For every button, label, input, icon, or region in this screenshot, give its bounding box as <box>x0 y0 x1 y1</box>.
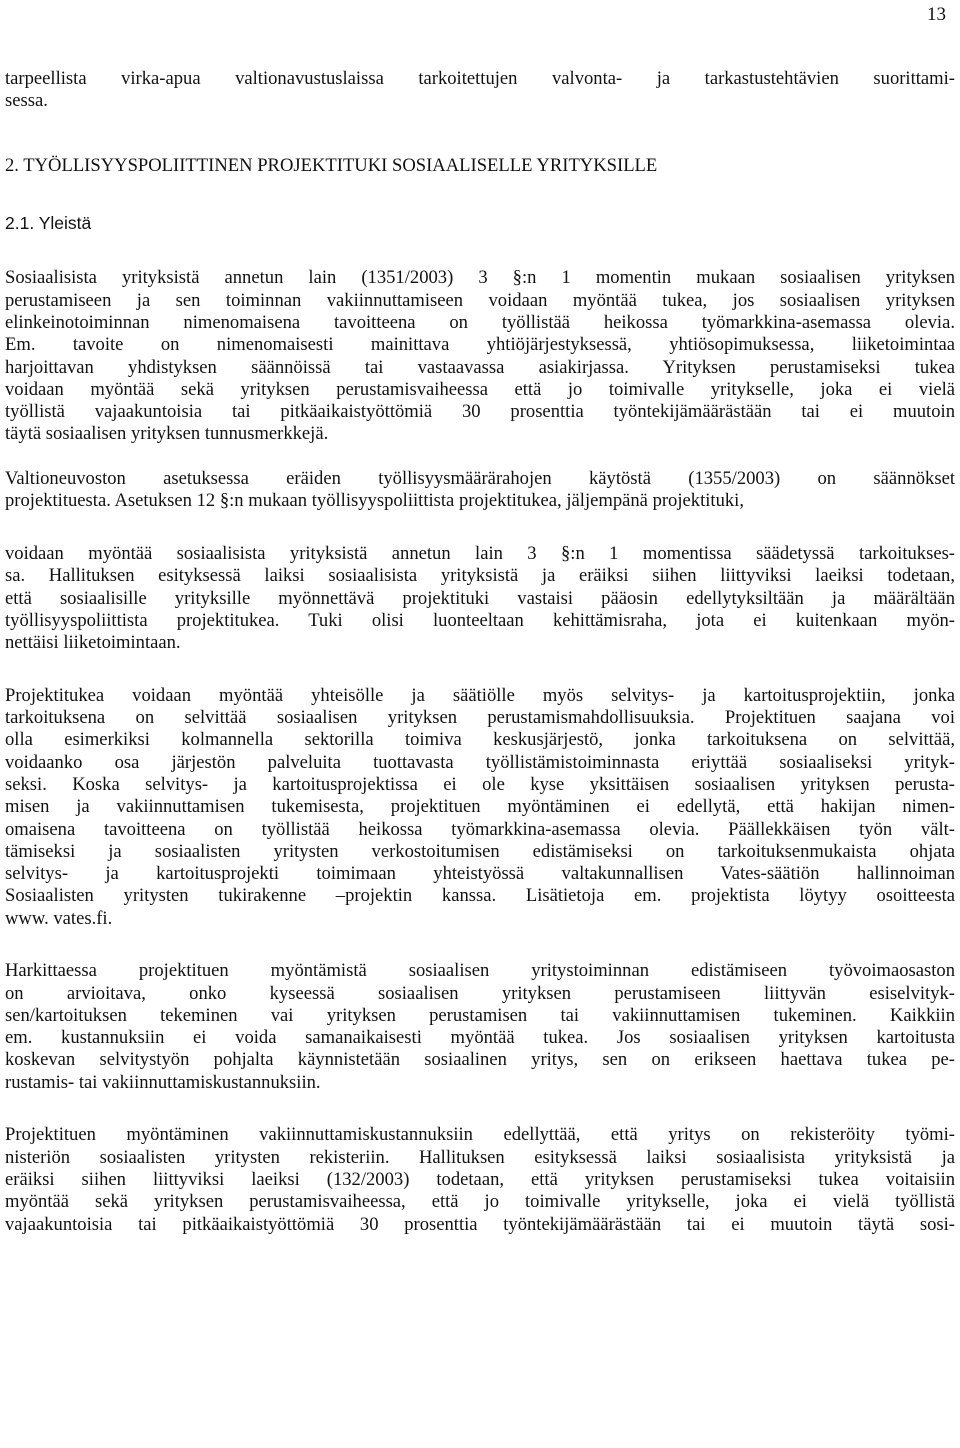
text-line: voidaanko osa järjestön palveluita tuottavasta työllistämistoiminnasta eriyttää sosiaaliseksi yrityk- <box>5 751 955 773</box>
text-line: misen ja vakiinnuttamisen tukemisesta, projektituen myöntäminen ei edellytä, että hakijan nimen- <box>5 796 955 818</box>
text-line: että sosiaalisille yrityksille myönnettävä projektituki vastaisi pääosin edellytyksiltään ja määrältään <box>5 587 955 609</box>
text-line: myöntää sekä yrityksen perustamisvaiheessa, että jo toimivalle yritykselle, joka ei vielä työllistä <box>5 1191 955 1213</box>
intro-paragraph <box>5 68 955 113</box>
spacer <box>5 1116 955 1124</box>
spacer <box>5 1094 955 1116</box>
text-line: Sosiaalisista yrityksistä annetun lain (1351/2003) 3 §:n 1 momentin mukaan sosiaalisen yrityksen <box>5 267 955 289</box>
spacer <box>5 234 955 256</box>
text-line: työllisyyspoliittista projektitukea. Tuki olisi luonteeltaan kehittämisraha, jota ei kuitenkaan myön- <box>5 609 955 631</box>
text-line: sen/kartoituksen tekeminen vai yrityksen perustamisen tai vakiinnuttamisen tukeminen. Kaikkiin <box>5 1004 955 1026</box>
text-line: koskevan selvitystyön pohjalta käynnistetään sosiaalinen yritys, sen on erikseen haettava tukea pe- <box>5 1049 955 1071</box>
text-line: harjoittavan yhdistyksen säännöissä tai vastaavassa asiakirjassa. Yrityksen perustamiseksi tukea <box>5 356 955 378</box>
spacer <box>5 113 955 135</box>
text-line: tarpeellista virka-apua valtionavustuslaissa tarkoitettujen valvonta- ja tarkastustehtävien suorittami- <box>5 68 955 89</box>
subsection-heading: 2.1. Yleistä <box>5 212 92 233</box>
text-line: nettäisi liiketoimintaan. <box>5 632 181 654</box>
text-line: tarkoituksena on selvittää sosiaalisen yrityksen perustamismahdollisuuksia. Projektituen saajana voi <box>5 707 955 729</box>
spacer <box>5 930 955 952</box>
text-line: on arvioitava, onko kyseessä sosiaalisen yrityksen perustamiseen liittyvän esiselvityk- <box>5 982 955 1004</box>
paragraph <box>5 267 955 445</box>
text-line: www. vates.fi. <box>5 907 113 929</box>
text-line: tämiseksi ja sosiaalisten yritysten verkostoitumisen edistämiseksi on tarkoituksenmukaista ohjata <box>5 840 955 862</box>
text-line: täytä sosiaalisen yrityksen tunnusmerkkejä. <box>5 423 329 445</box>
text-line: seksi. Koska selvitys- ja kartoitusprojektissa ei ole kyse yksittäisen sosiaalisen yrityksen perusta- <box>5 773 955 795</box>
spacer <box>5 513 955 535</box>
text-line: työllistä vajaakuntoisia tai pitkäaikaistyöttömiä 30 prosenttia työntekijämäärästään tai ei muutoin <box>5 401 955 423</box>
spacer <box>5 256 955 267</box>
text-line: sa. Hallituksen esityksessä laiksi sosiaalisista yrityksistä ja eräiksi siihen liittyviksi laeiksi todetaan, <box>5 565 955 587</box>
text-line: eräiksi siihen liittyviksi laeiksi (132/2003) todetaan, että yrityksen perustamiseksi tukea voitaisiin <box>5 1168 955 1190</box>
text-line: nisteriön sosiaalisten yritysten rekisteriin. Hallituksen esityksessä laiksi sosiaalisista yrityksistä ja <box>5 1146 955 1168</box>
spacer <box>5 177 955 199</box>
spacer <box>5 677 955 685</box>
text-line: projektituesta. Asetuksen 12 §:n mukaan työllisyyspoliittista projektitukea, jäljempänä projektituki, <box>5 490 744 512</box>
text-line: Projektitukea voidaan myöntää yhteisölle ja säätiölle myös selvitys- ja kartoitusprojektiin, jonka <box>5 684 955 706</box>
paragraph <box>5 1124 955 1235</box>
text-line: Valtioneuvoston asetuksessa eräiden työllisyysmäärärahojen käytöstä (1355/2003) on säännökset <box>5 468 955 490</box>
spacer <box>5 654 955 676</box>
text-line: perustamiseen ja sen toiminnan vakiinnuttamiseen voidaan myöntää tukea, jos sosiaalisen yrityksen <box>5 289 955 311</box>
page-number: 13 <box>927 4 946 25</box>
text-line: voidaan myöntää sekä yrityksen perustamisvaiheessa että jo toimivalle yritykselle, joka ei vielä <box>5 378 955 400</box>
spacer <box>5 446 955 468</box>
text-line: sessa. <box>5 90 48 112</box>
text-line: Projektituen myöntäminen vakiinnuttamiskustannuksiin edellyttää, että yritys on rekisteröity työmi- <box>5 1124 955 1146</box>
text-line: Harkittaessa projektituen myöntämistä sosiaalisen yritystoiminnan edistämiseen työvoimaosaston <box>5 960 955 982</box>
paragraph <box>5 468 955 513</box>
section-heading: 2. TYÖLLISYYSPOLIITTINEN PROJEKTITUKI SOSIAALISELLE YRITYKSILLE <box>5 155 658 177</box>
text-line: Em. tavoite on nimenomaisesti mainittava yhtiöjärjestyksessä, yhtiösopimuksessa, liiketoimintaa <box>5 334 955 356</box>
spacer <box>5 952 955 960</box>
text-line: vajaakuntoisia tai pitkäaikaistyöttömiä 30 prosenttia työntekijämäärästään tai ei muutoin täytä sosi- <box>5 1213 955 1235</box>
spacer <box>5 535 955 543</box>
paragraph <box>5 543 955 654</box>
text-line: elinkeinotoiminnan nimenomaisena tavoitteena on työllistää heikossa työmarkkina-asemassa olevia. <box>5 311 955 333</box>
text-line: omaisena tavoitteena on työllistää heikossa työmarkkina-asemassa olevia. Päällekkäisen työn vält- <box>5 818 955 840</box>
text-line: rustamis- tai vakiinnuttamiskustannuksiin. <box>5 1071 321 1093</box>
spacer <box>5 135 955 157</box>
document-body <box>5 68 955 1236</box>
text-line: em. kustannuksiin ei voida samanaikaisesti myöntää tukea. Jos sosiaalisen yrityksen kartoitusta <box>5 1027 955 1049</box>
paragraph <box>5 685 955 930</box>
spacer <box>5 200 955 212</box>
text-line: Sosiaalisten yritysten tukirakenne –projektin kanssa. Lisätietoja em. projektista löytyy osoitteesta <box>5 885 955 907</box>
paragraph <box>5 960 955 1094</box>
text-line: olla esimerkiksi kolmannella sektorilla toimiva keskusjärjestö, jonka tarkoituksena on selvittää, <box>5 729 955 751</box>
text-line: selvitys- ja kartoitusprojekti toimimaan yhteistyössä valtakunnallisen Vates-säätiön hallinnoiman <box>5 863 955 885</box>
text-line: voidaan myöntää sosiaalisista yrityksistä annetun lain 3 §:n 1 momentissa säädetyssä tarkoitukses- <box>5 542 955 564</box>
